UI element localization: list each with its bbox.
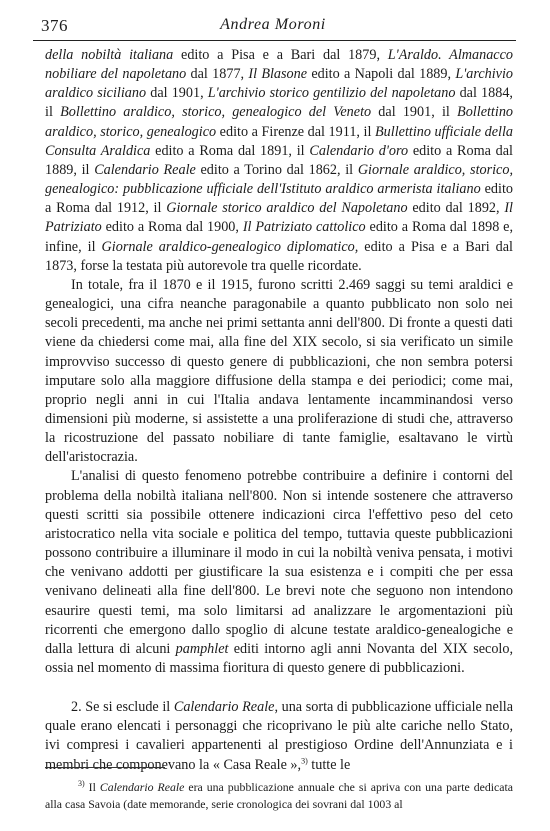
text-run: edito a Torino dal 1862, il: [195, 161, 358, 178]
text-run: edito dal 1892,: [407, 200, 505, 217]
italic-run: Calendario Reale: [94, 161, 196, 178]
italic-run: Bullettino ufficiale della Consulta Araldica: [45, 123, 513, 159]
text-run: edito a Roma dal 1889, il: [45, 142, 513, 178]
italic-run: pamphlet: [175, 640, 229, 657]
text-run: edito a Firenze dal 1911, il: [216, 123, 376, 140]
paragraph: [45, 467, 513, 678]
text-run: Il: [84, 780, 100, 794]
paragraph: [45, 698, 513, 775]
text-run: editi intorno agli anni Novanta del XIX secolo, ossia nel momento di massima fioritura di questo genere di pubblicazioni.: [45, 640, 513, 676]
text-run: dal 1901,: [146, 85, 208, 102]
header-rule: [33, 40, 516, 41]
page-number: 376: [41, 16, 68, 35]
italic-run: Il Patriziato: [45, 200, 513, 236]
italic-run: Giornale araldico, storico, genealogico: pubblicazione ufficiale dell'Istituto araldico armerista italiano: [45, 161, 513, 198]
italic-run: Il Patriziato cattolico: [242, 219, 366, 236]
italic-run: Calendario d'oro: [309, 142, 409, 159]
text-run: dal 1884, il: [45, 85, 513, 121]
text-run: dal 1901, il: [371, 104, 458, 121]
text-run: era una pubblicazione annuale che si apriva con una parte dedicata alla casa Savoia (date memorande, serie cronologica dei sovrani dal 1003 al: [45, 780, 514, 811]
footnote-marker: 3): [301, 755, 308, 765]
italic-run: Bollettino araldico, storico, genealogico del Veneto: [60, 104, 372, 121]
italic-run: L'archivio storico gentilizio del napoletano: [207, 85, 456, 102]
text-run: edito a Pisa e a Bari dal 1873, forse la testata più autorevole tra quelle ricordate.: [45, 238, 513, 274]
text-run: dal 1877,: [186, 66, 249, 83]
italic-run: L'archivio araldico siciliano: [45, 66, 513, 102]
text-run: In totale, fra il 1870 e il 1915, furono scritti 2.469 saggi su temi araldici e genealogici, una cifra neanche paragonabile a quanto pubblicato non solo nei secoli precedenti, ma anche nei primi settanta anni dell'800. Di fronte a questi dati viene da chiedersi come mai, alla fine del XIX secolo, si sia verificato un simile improvviso successo di questo genere di pubblicazioni, che non sembra potersi imputare solo alla maggiore diffusione della stampa e dei periodici; come mai, proprio negli anni in cui l'Italia andava lentamente incamminandosi verso dimensioni più moderne, si assistette a una proliferazione di studi che, attraverso la ricostruzione del passato nobiliare di tante famiglie, esaltavano le virtù dell'aristocrazia.: [45, 276, 513, 466]
text-run: edito a Roma dal 1912, il: [45, 181, 513, 217]
italic-run: Calendario Reale: [173, 699, 275, 716]
italic-run: L'Araldo. Almanacco nobiliare del napoletano: [45, 47, 513, 83]
text-run: edito a Roma dal 1891, il: [150, 142, 310, 159]
paragraph: [45, 276, 513, 468]
footnote: [45, 779, 513, 812]
footnote-marker: 3): [78, 779, 85, 789]
page-header: [33, 14, 513, 38]
text-run: L'analisi di questo fenomeno potrebbe contribuire a definire i contorni del problema della nobiltà italiana nell'800. Non si intende sostenere che attraverso questi scritti sia possibile ottenere indicazioni circa l'effettivo peso del ceto aristocratico nella vita sociale e politica del tempo, tuttavia queste pubblicazioni possono contribuire a illuminare il modo in cui la nobiltà veniva pensata, i motivi che venivano addotti per giustificare la sua esistenza e i compiti che per essa venivano delineati alla fine dell'800. Le brevi note che seguono non intendono esaurire questi temi, ma solo limitarsi ad analizzare le argomentazioni più ricorrenti che emergono dallo spoglio di alcune testate araldico-genealogiche e dalla lettura di alcuni: [45, 468, 513, 657]
italic-run: Il Blasone: [248, 66, 308, 83]
text-run: tutte le: [307, 756, 351, 773]
main-text: [45, 46, 513, 775]
text-run: edito a Roma dal 1898 e, infine, il: [45, 219, 514, 255]
italic-run: Bollettino araldico, storico, genealogico: [45, 104, 514, 140]
italic-run: della nobiltà italiana: [45, 47, 174, 63]
text-run: , una sorta di pubblicazione ufficiale nella quale erano elencati i personaggi che ricoprivano le più alte cariche nello Stato, ivi compresi i cavalieri appartenenti al prestigioso Ordine dell'Annunziata e i membri che componevano la « Casa Reale »,: [45, 699, 514, 773]
italic-run: Giornale storico araldico del Napoletano: [166, 200, 408, 217]
running-title: Andrea Moroni: [220, 16, 326, 33]
italic-run: Calendario Reale: [99, 780, 185, 794]
footnote-text: [45, 779, 513, 812]
footnote-rule: [45, 767, 165, 768]
text-run: edito a Napoli dal 1889,: [307, 66, 456, 83]
paragraph: [45, 46, 513, 276]
text-run: edito a Roma dal 1900,: [101, 219, 243, 236]
text-run: edito a Pisa e a Bari dal 1879,: [173, 47, 388, 63]
section-gap: [45, 678, 513, 698]
text-run: 2. Se si esclude il: [71, 699, 174, 716]
italic-run: Giornale araldico-genealogico diplomatico,: [101, 238, 359, 255]
